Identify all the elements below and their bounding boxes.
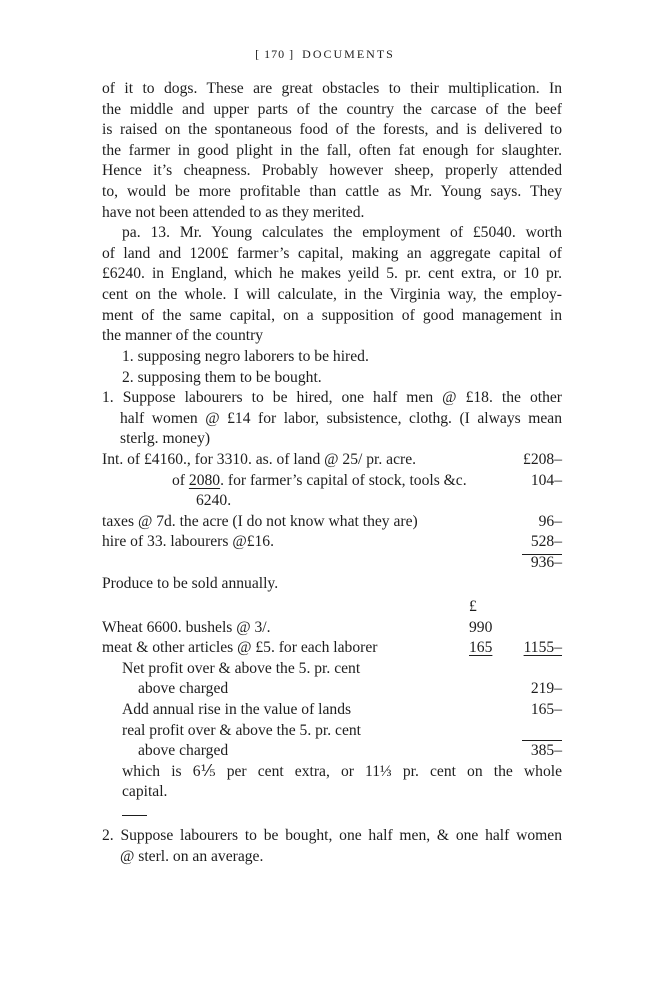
- account-label: Int. of £4160., for 3310. as. of land @ 25/ pr. acre.: [102, 451, 417, 468]
- body-line: pa. 13. Mr. Young calculates the employment of £5040. worth: [122, 224, 562, 241]
- currency-symbol: £: [469, 598, 477, 615]
- body-line: ment of the same capital, on a supposition of good management in: [102, 307, 562, 324]
- case-line: @ sterl. on an average.: [120, 848, 264, 865]
- body-line: the farmer in good plight in the fall, often fat enough for slaughter.: [102, 142, 562, 159]
- produce-value: 165: [469, 639, 493, 656]
- body-line: the manner of the country: [102, 327, 264, 344]
- list-item: 2. supposing them to be bought.: [122, 369, 322, 386]
- profit-label: Add annual rise in the value of lands: [122, 701, 352, 718]
- summary-line: capital.: [122, 783, 168, 800]
- body-line: of it to dogs. These are great obstacles to their multiplication. In: [102, 80, 562, 97]
- profit-value: 385–: [530, 742, 562, 759]
- case-line: sterlg. money): [120, 430, 211, 447]
- profit-label: above charged: [138, 680, 229, 697]
- running-title: DOCUMENTS: [302, 47, 395, 61]
- produce-label: meat & other articles @ £5. for each laborer: [102, 639, 378, 656]
- body-line: £6240. in England, which he makes yeild 5. pr. cent extra, or 10 pr.: [102, 265, 562, 282]
- profit-label: above charged: [138, 742, 229, 759]
- body-line: the middle and upper parts of the country the carcase of the beef: [102, 101, 562, 118]
- list-item: 1. supposing negro laborers to be hired.: [122, 348, 369, 365]
- account-label: hire of 33. labourers @£16.: [102, 533, 274, 550]
- account-value: 104–: [530, 472, 562, 489]
- page-header: [0, 47, 650, 62]
- profit-value: 165–: [530, 701, 562, 718]
- section-divider: [122, 815, 147, 816]
- produce-label: Wheat 6600. bushels @ 3/.: [102, 619, 271, 636]
- section-heading: Produce to be sold annually.: [102, 575, 279, 592]
- body-line: Hence it’s cheapness. Probably however sheep, properly attended: [102, 162, 562, 179]
- account-label: of 2080. for farmer’s capital of stock, tools &c.: [172, 472, 467, 489]
- account-label: taxes @ 7d. the acre (I do not know what they are): [102, 513, 418, 530]
- case-line: half women @ £14 for labor, subsistence, clothg. (I always mean: [120, 410, 562, 427]
- produce-total: 1155–: [523, 639, 562, 656]
- body-line: is raised on the spontaneous food of the forests, and is delivered to: [102, 121, 562, 138]
- body-line: have not been attended to as they merited.: [102, 204, 365, 221]
- account-total: 936–: [530, 554, 562, 571]
- summary-line: which is 6⅕ per cent extra, or 11⅓ pr. cent on the whole: [122, 763, 562, 780]
- body-line: of land and 1200£ farmer’s capital, making an aggregate capital of: [102, 245, 562, 262]
- body-line: cent on the whole. I will calculate, in the Virginia way, the employ-: [102, 286, 562, 303]
- account-value: 528–: [530, 533, 562, 550]
- profit-value: 219–: [530, 680, 562, 697]
- account-value: 96–: [538, 513, 562, 530]
- profit-label: real profit over & above the 5. pr. cent: [122, 722, 362, 739]
- body-line: to, would be more profitable than cattle as Mr. Young says. They: [102, 183, 562, 200]
- capital-total: 6240.: [196, 492, 232, 509]
- page-number: [ 170 ]: [255, 47, 295, 61]
- profit-label: Net profit over & above the 5. pr. cent: [122, 660, 361, 677]
- case-line: 1. Suppose labourers to be hired, one half men @ £18. the other: [102, 389, 562, 406]
- account-value: £208–: [523, 451, 562, 468]
- case-line: 2. Suppose labourers to be bought, one half men, & one half women: [102, 827, 562, 844]
- produce-value: 990: [469, 619, 493, 636]
